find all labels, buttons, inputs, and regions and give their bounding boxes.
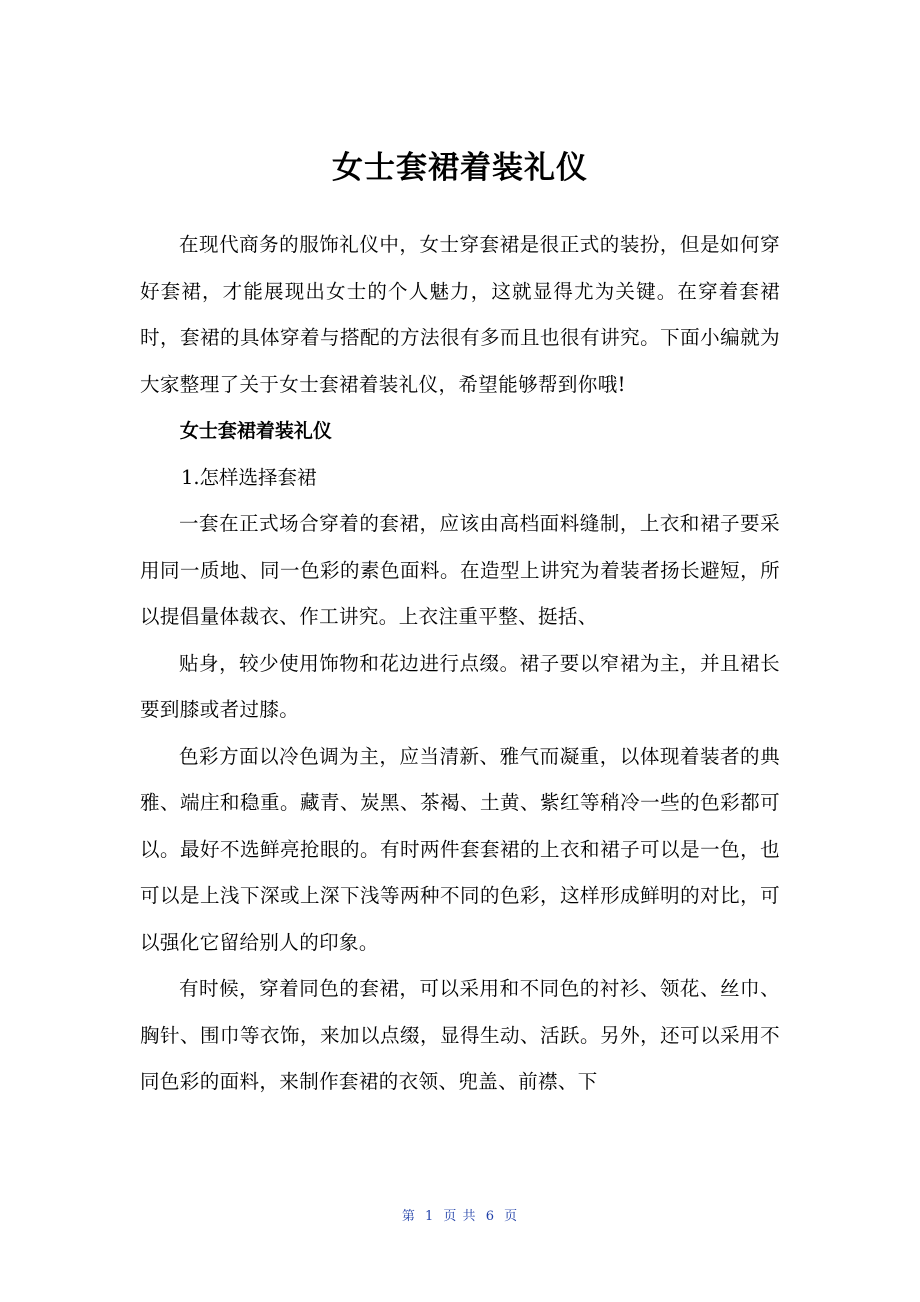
paragraph-color: 色彩方面以冷色调为主，应当清新、雅气而凝重，以体现着装者的典雅、端庄和稳重。藏青、炭黑、茶褐、土黄、紫红等稍冷一些的色彩都可以。最好不选鲜亮抢眼的。有时两件套套裙的上衣和裙子可以是一色，也可以是上浅下深或上深下浅等两种不同的色彩，这样形成鲜明的对比，可以强化它留给别人的印象。 [140, 744, 780, 954]
document-title: 女士套裙着装礼仪 [332, 150, 588, 186]
document-body [140, 222, 780, 1106]
intro-paragraph: 在现代商务的服饰礼仪中，女士穿套裙是很正式的装扮，但是如何穿好套裙，才能展现出女士的个人魅力，这就显得尤为关键。在穿着套裙时，套裙的具体穿着与搭配的方法很有多而且也很有讲究。下面小编就为大家整理了关于女士套裙着装礼仪，希望能够帮到你哦! [140, 233, 780, 396]
subheading-choose-suit: 1.怎样选择套裙 [180, 465, 317, 489]
page-footer [0, 1207, 920, 1227]
footer-current-page: 1 [425, 1209, 435, 1224]
paragraph-fit: 贴身，较少使用饰物和花边进行点缀。裙子要以窄裙为主，并且裙长要到膝或者过膝。 [140, 651, 780, 721]
footer-mid: 页 共 [443, 1209, 477, 1224]
section-heading: 女士套裙着装礼仪 [179, 420, 332, 442]
paragraph-fabric: 一套在正式场合穿着的套裙，应该由高档面料缝制，上衣和裙子要采用同一质地、同一色彩的素色面料。在造型上讲究为着装者扬长避短，所以提倡量体裁衣、作工讲究。上衣注重平整、挺括、 [140, 512, 780, 628]
footer-total-pages: 6 [485, 1209, 495, 1224]
paragraph-accessories: 有时候，穿着同色的套裙，可以采用和不同色的衬衫、领花、丝巾、胸针、围巾等衣饰，来加以点缀，显得生动、活跃。另外，还可以采用不同色彩的面料，来制作套裙的衣领、兜盖、前襟、下 [140, 977, 780, 1093]
footer-prefix: 第 [401, 1209, 416, 1224]
footer-suffix: 页 [504, 1209, 519, 1224]
